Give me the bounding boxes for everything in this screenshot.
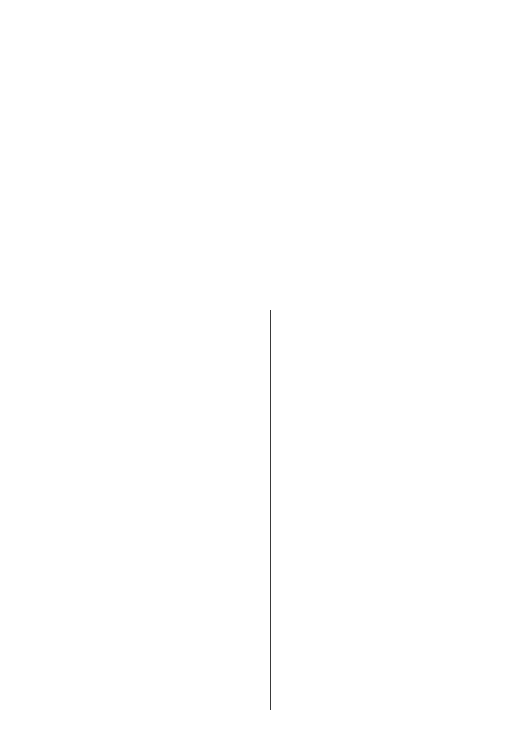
upper-text-block	[0, 8, 516, 305]
lower-text-block	[0, 310, 516, 710]
column-divider	[270, 310, 271, 710]
